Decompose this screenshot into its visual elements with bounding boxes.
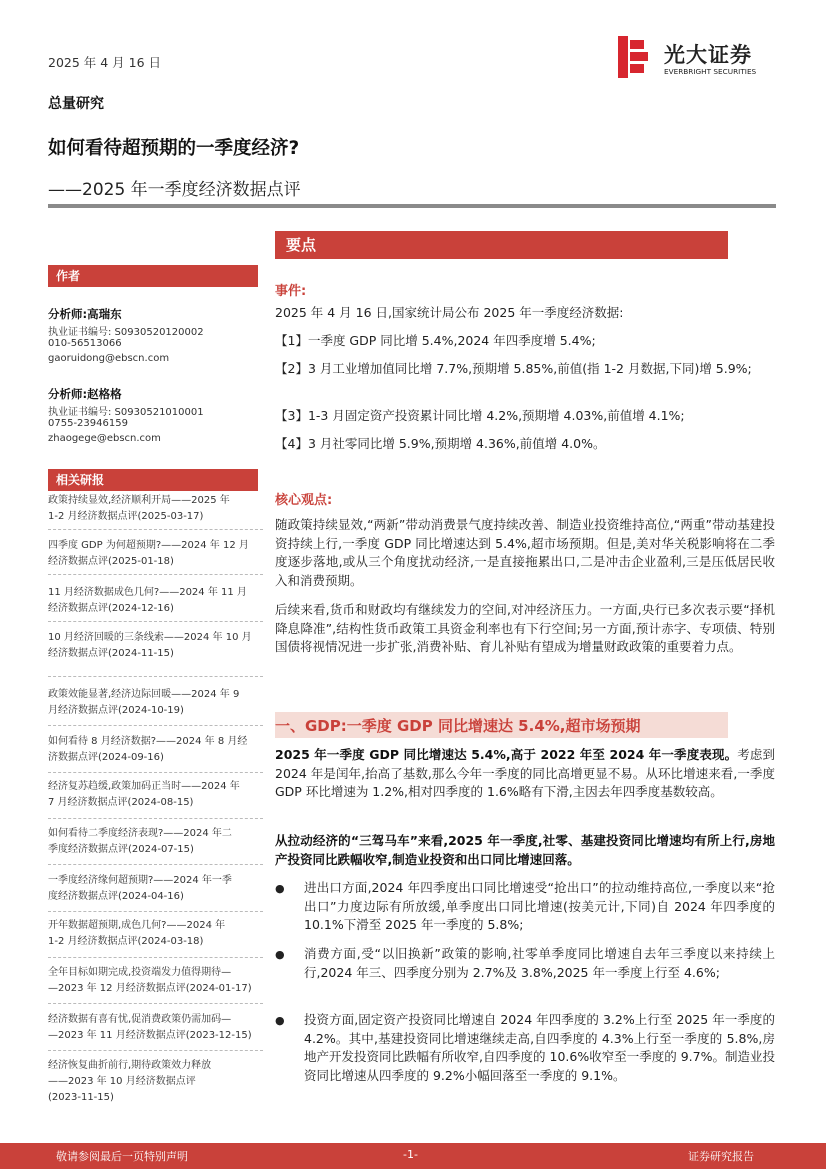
event-item: 【4】3 月社零同比增 5.9%,预期增 4.36%,前值增 4.0%。	[275, 436, 606, 451]
analyst-name: 分析师:赵格格	[48, 387, 122, 401]
report-divider	[48, 676, 263, 677]
related-report-link[interactable]: 经济恢复曲折前行,期待政策效力释放 ——2023 年 10 月经济数据点评 (2023-11-15)	[48, 1060, 212, 1103]
related-report-link[interactable]: 如何看待 8 月经济数据?——2024 年 8 月经 济数据点评(2024-09-16)	[48, 736, 248, 763]
report-category: 总量研究	[48, 96, 104, 112]
report-divider	[48, 864, 263, 865]
everbright-logo-icon	[618, 36, 650, 78]
gdp-paragraph-body: 考虑到 2024 年是闰年,抬高了基数,那么今年一季度的同比高增更显不易。从环比增速来看,一季度 GDP 环比增速为 1.2%,相对四季度的 1.6%略有下滑,主因去年四季度基数较高。	[275, 747, 775, 799]
bullet-text-investment: 投资方面,固定资产投资同比增速自 2024 年四季度的 3.2%上行至 2025 年一季度的 4.2%。其中,基建投资同比增速继续走高,自四季度的 4.3%上行至一季度的 5.8%,房地产开发投资同比跌幅有所收窄,自四季度的 10.6%收窄至一季度的 9.7%。制造业投资同比增速从四季度的 9.2%小幅回落至一季度的 9.1%。	[304, 1012, 775, 1083]
event-intro: 2025 年 4 月 16 日,国家统计局公布 2025 年一季度经济数据:	[275, 305, 624, 320]
related-report-link[interactable]: 开年数据超预期,成色几何?——2024 年 1-2 月经济数据点评(2024-03-18)	[48, 920, 226, 947]
analyst-cert: 执业证书编号: S0930520120002	[48, 327, 204, 338]
core-view-paragraph: 后续来看,货币和财政均有继续发力的空间,对冲经济压力。一方面,央行已多次表示要“择机降息降准”,结构性货币政策工具资金利率也有下行空间;另一方面,预计赤字、专项债、特别国债将视情况进一步扩张,消费补贴、育儿补贴有望成为增量财政政策的重要着力点。	[275, 602, 775, 654]
report-divider	[48, 529, 263, 530]
related-report-link[interactable]: 一季度经济缘何超预期?——2024 年一季 度经济数据点评(2024-04-16)	[48, 875, 232, 902]
related-report-link[interactable]: 10 月经济回暖的三条线索——2024 年 10 月 经济数据点评(2024-11-15)	[48, 632, 252, 659]
drivers-paragraph: 从拉动经济的“三驾马车”来看,2025 年一季度,社零、基建投资同比增速均有所上行,房地产投资同比跌幅收窄,制造业投资和出口同比增速回落。	[275, 833, 775, 867]
report-divider	[48, 574, 263, 575]
report-divider	[48, 911, 263, 912]
related-report-link[interactable]: 四季度 GDP 为何超预期?——2024 年 12 月 经济数据点评(2025-01-18)	[48, 540, 249, 567]
company-logo	[618, 36, 778, 80]
core-view-paragraph: 随政策持续显效,“两新”带动消费景气度持续改善、制造业投资维持高位,“两重”带动基建投资持续上行,一季度 GDP 同比增速达到 5.4%,超市场预期。但是,美对华关税影响将在二季度逐步落地,或从三个角度扰动经济,一是直接拖累出口,二是冲击企业盈利,三是压低居民收入和消费预期。	[275, 517, 775, 588]
report-divider	[48, 1003, 263, 1004]
author-heading: 作者	[48, 265, 258, 287]
event-item: 【1】一季度 GDP 同比增 5.4%,2024 年四季度增 5.4%;	[275, 333, 596, 348]
report-divider	[48, 1050, 263, 1051]
event-item: 【3】1-3 月固定资产投资累计同比增 4.2%,预期增 4.03%,前值增 4.1%;	[275, 408, 685, 423]
analyst-email[interactable]: gaoruidong@ebscn.com	[48, 353, 170, 364]
related-report-link[interactable]: 政策效能显著,经济边际回暖——2024 年 9 月经济数据点评(2024-10-19)	[48, 689, 240, 716]
bullet-text-trade: 进出口方面,2024 年四季度出口同比增速受“抢出口”的拉动维持高位,一季度以来“抢出口”力度边际有所放缓,单季度出口同比增速(按美元计,下同)自 2024 年四季度的 10.1%下滑至 2025 年一季度的 5.8%;	[304, 880, 775, 932]
gdp-paragraph-lead: 2025 年一季度 GDP 同比增速达 5.4%,高于 2022 年至 2024 年一季度表现。	[275, 747, 738, 762]
analyst-name: 分析师:高瑞东	[48, 307, 122, 321]
bullet-icon: ●	[275, 882, 285, 895]
key-points-heading: 要点	[275, 231, 728, 259]
bullet-icon: ●	[275, 1014, 285, 1027]
page-number: -1-	[403, 1148, 418, 1161]
logo-english-text: EVERBRIGHT SECURITIES	[664, 67, 757, 76]
report-divider	[48, 621, 263, 622]
report-date: 2025 年 4 月 16 日	[48, 55, 162, 70]
logo-chinese-text: 光大证券	[664, 43, 752, 67]
related-reports-heading: 相关研报	[48, 469, 258, 491]
analyst-phone: 0755-23946159	[48, 418, 128, 429]
report-subtitle: ——2025 年一季度经济数据点评	[48, 180, 301, 200]
analyst-phone: 010-56513066	[48, 338, 122, 349]
related-report-link[interactable]: 经济复苏趋缓,政策加码正当时——2024 年 7 月经济数据点评(2024-08-15)	[48, 781, 240, 808]
report-divider	[48, 772, 263, 773]
event-label: 事件:	[275, 284, 307, 299]
header-divider	[48, 204, 776, 208]
related-report-link[interactable]: 11 月经济数据成色几何?——2024 年 11 月 经济数据点评(2024-12-16)	[48, 587, 247, 614]
related-report-link[interactable]: 全年目标如期完成,投资端发力值得期待— —2023 年 12 月经济数据点评(2024-01-17)	[48, 967, 252, 994]
related-report-link[interactable]: 经济数据有喜有忧,促消费政策仍需加码— —2023 年 11 月经济数据点评(2023-12-15)	[48, 1014, 252, 1041]
report-divider	[48, 725, 263, 726]
report-title: 如何看待超预期的一季度经济?	[48, 138, 300, 159]
analyst-cert: 执业证书编号: S0930521010001	[48, 407, 204, 418]
bullet-icon: ●	[275, 948, 285, 961]
related-report-link[interactable]: 如何看待二季度经济表现?——2024 年二 季度经济数据点评(2024-07-15)	[48, 828, 232, 855]
footer-report-type: 证券研究报告	[688, 1150, 754, 1163]
section-title: 一、GDP:一季度 GDP 同比增速达 5.4%,超市场预期	[275, 717, 641, 735]
report-divider	[48, 957, 263, 958]
footer-disclaimer-link[interactable]: 敬请参阅最后一页特别声明	[56, 1150, 188, 1163]
gdp-paragraph	[275, 746, 775, 802]
event-item: 【2】3 月工业增加值同比增 7.7%,预期增 5.85%,前值(指 1-2 月数据,下同)增 5.9%;	[275, 361, 752, 376]
report-divider	[48, 818, 263, 819]
core-view-label: 核心观点:	[275, 493, 333, 508]
related-report-link[interactable]: 政策持续显效,经济顺利开局——2025 年 1-2 月经济数据点评(2025-03-17)	[48, 495, 230, 522]
analyst-email[interactable]: zhaogege@ebscn.com	[48, 433, 161, 444]
bullet-text-consumption: 消费方面,受“以旧换新”政策的影响,社零单季度同比增速自去年三季度以来持续上行,2024 年三、四季度分别为 2.7%及 3.8%,2025 年一季度上行至 4.6%;	[304, 946, 775, 980]
